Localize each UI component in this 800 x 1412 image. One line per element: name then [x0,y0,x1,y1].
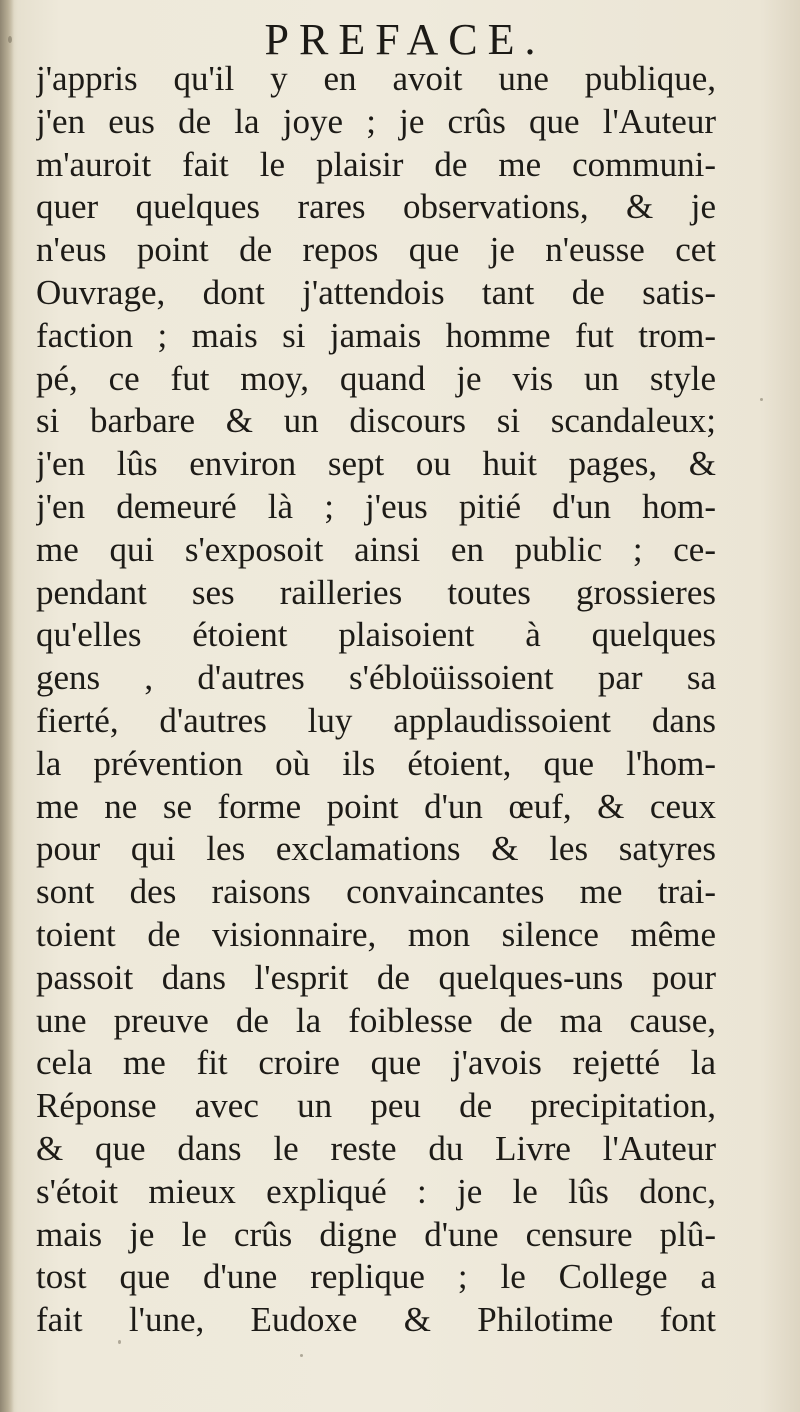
text-line: j'appris qu'il y en avoit une publique, [36,59,716,98]
text-line: pé, ce fut moy, quand je vis un style [36,358,716,398]
text-line: Réponse avec un peu de precipitation, [36,1086,716,1126]
text-line: fierté, d'autres luy applaudissoient dans [36,700,716,740]
text-line: j'en lûs environ sept ou huit pages, & [36,444,716,484]
text-line: sont des raisons convaincantes me trai- [36,872,716,912]
text-line: si barbare & un discours si scandaleux; [36,401,716,441]
text-line: m'auroit fait le plaisir de me communi- [36,144,716,184]
text-line: la prévention où ils étoient, que l'hom- [36,743,716,783]
running-header: PREFACE. [264,15,546,64]
page-gutter [0,0,14,1412]
text-line: fait l'une, Eudoxe & Philotime font [36,1300,716,1340]
text-line: me ne se forme point d'un œuf, & ceux [36,786,716,826]
text-line: cela me fit croire que j'avois rejetté la [36,1043,716,1083]
text-line: Ouvrage, dont j'attendois tant de satis- [36,272,716,312]
text-line: qu'elles étoient plaisoient à quelques [36,615,716,655]
text-line: faction ; mais si jamais homme fut trom- [36,315,716,355]
paper-speck [118,1340,121,1344]
text-line: n'eus point de repos que je n'eusse cet [36,230,716,270]
text-line: me qui s'exposoit ainsi en public ; ce- [36,529,716,569]
text-line: toient de visionnaire, mon silence même [36,914,716,954]
text-line: j'en demeuré là ; j'eus pitié d'un hom- [36,486,716,526]
text-line: passoit dans l'esprit de quelques-uns pour [36,957,716,997]
paper-speck [8,36,12,43]
text-line: une preuve de la foiblesse de ma cause, [36,1000,716,1040]
text-line: pour qui les exclamations & les satyres [36,829,716,869]
text-line: gens , d'autres s'ébloüissoient par sa [36,658,716,698]
paper-speck [760,398,763,401]
text-line: pendant ses railleries toutes grossieres [36,572,716,612]
text-line: & que dans le reste du Livre l'Auteur [36,1128,716,1168]
text-line: s'étoit mieux expliqué : je le lûs donc, [36,1171,716,1211]
text-line: mais je le crûs digne d'une censure plû- [36,1214,716,1254]
text-line: quer quelques rares observations, & je [36,187,716,227]
text-line: j'en eus de la joye ; je crûs que l'Auteur [36,101,716,141]
paper-speck [300,1354,303,1357]
text-line: tost que d'une replique ; le College a [36,1257,716,1297]
body-text [36,58,716,1342]
